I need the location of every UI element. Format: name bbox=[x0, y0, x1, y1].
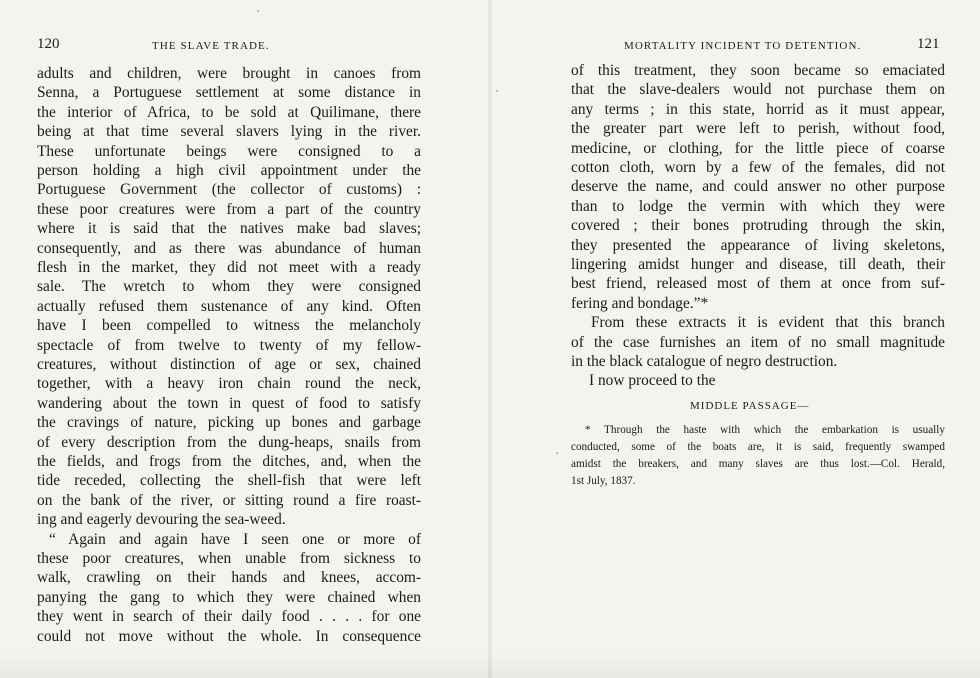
text-line: walk, crawling on their hands and knees, accom- bbox=[37, 569, 421, 587]
text-line: that the slave-dealers would not purchase them on bbox=[571, 81, 945, 99]
text-line: fering and bondage.”* bbox=[571, 294, 709, 312]
text-line: have I been compelled to witness the melancholy bbox=[37, 317, 421, 335]
text-line: cotton cloth, worn by a few of the females, did not bbox=[571, 159, 945, 176]
text-line: medicine, or clothing, for the little piece of coarse bbox=[571, 139, 945, 157]
text-line: could not move without the whole. In consequence bbox=[37, 627, 421, 645]
text-line: in the black catalogue of negro destruction. bbox=[571, 353, 838, 370]
text-line: the interior of Africa, to be sold at Quilimane, there bbox=[37, 103, 421, 121]
text-line: person holding a high civil appointment under the bbox=[37, 162, 421, 179]
text-line: any terms ; in this state, horrid as it must appear, bbox=[571, 100, 945, 118]
text-line: on the bank of the river, or sitting round a fire roast- bbox=[37, 491, 421, 509]
text-line: covered ; their bones protruding through the skin, bbox=[571, 217, 945, 235]
page-edge-shadow bbox=[0, 654, 980, 678]
text-line: consequently, and as there was abundance of human bbox=[37, 239, 421, 257]
text-line: lingering amidst hunger and disease, till death, their bbox=[571, 256, 945, 273]
text-line: sale. The wretch to whom they were consigned bbox=[37, 278, 421, 296]
text-line: panying the gang to which they were chained when bbox=[37, 588, 421, 606]
text-line: I now proceed to the bbox=[589, 372, 716, 390]
text-line: these poor creatures, when unable from sickness to bbox=[37, 550, 421, 567]
page-number-right: 121 bbox=[917, 36, 940, 52]
text-line: they presented the appearance of living skeletons, bbox=[571, 236, 945, 254]
footnote-line: * Through the haste with which the embarkation is usually bbox=[585, 424, 945, 436]
text-line: of the case furnishes an item of no small magnitude bbox=[571, 333, 945, 351]
text-line: of this treatment, they soon became so emaciated bbox=[571, 62, 945, 79]
paper-speck bbox=[496, 90, 498, 92]
text-line: Portuguese Government (the collector of customs) : bbox=[37, 181, 421, 199]
text-line: than to lodge the vermin with which they were bbox=[571, 197, 945, 215]
running-head-left: THE SLAVE TRADE. bbox=[152, 40, 270, 52]
running-head-right: MORTALITY INCIDENT TO DETENTION. bbox=[624, 40, 862, 52]
text-line: deserve the name, and could answer no other purpose bbox=[571, 178, 945, 196]
page-number-left: 120 bbox=[37, 36, 60, 52]
text-line: the cravings of nature, picking up bones and garbage bbox=[37, 414, 421, 432]
paper-speck bbox=[257, 10, 259, 12]
text-line: Senna, a Portuguese settlement at some distance in bbox=[37, 84, 421, 102]
text-line: “ Again and again have I seen one or more of bbox=[49, 530, 421, 548]
text-line: tide receded, collecting the shell-fish that were left bbox=[37, 472, 421, 490]
text-line: together, with a heavy iron chain round the neck, bbox=[37, 375, 421, 393]
text-line: flesh in the market, they did not meet with a ready bbox=[37, 259, 421, 276]
text-line: actually refused them sustenance of any kind. Often bbox=[37, 297, 421, 315]
text-line: of every description from the dung-heaps, snails from bbox=[37, 433, 421, 451]
footnote-line: 1st July, 1837. bbox=[571, 475, 636, 487]
text-line: the greater part were left to perish, without food, bbox=[571, 120, 945, 138]
text-line: adults and children, were brought in canoes from bbox=[37, 65, 421, 82]
text-line: These unfortunate beings were consigned to a bbox=[37, 142, 421, 160]
text-line: spectacle of from twelve to twenty of my fellow- bbox=[37, 336, 421, 354]
footnote-line: amidst the breakers, and many slaves are thus lost.—Col. Herald, bbox=[571, 458, 945, 470]
text-line: they went in search of their daily food . . . . for one bbox=[37, 608, 421, 626]
text-line: ing and eagerly devouring the sea-weed. bbox=[37, 511, 286, 529]
text-line: creatures, without distinction of age or sex, chained bbox=[37, 356, 421, 373]
text-line: wandering about the town in quest of food to satisfy bbox=[37, 394, 421, 412]
section-heading: MIDDLE PASSAGE— bbox=[690, 400, 810, 412]
footnote-line: conducted, some of the boats are, it is said, frequently swamped bbox=[571, 441, 945, 453]
paper-speck bbox=[556, 452, 558, 454]
text-line: From these extracts it is evident that this branch bbox=[591, 314, 945, 332]
text-line: the fields, and frogs from the ditches, and, when the bbox=[37, 453, 421, 470]
text-line: being at that time several slavers lying in the river. bbox=[37, 123, 421, 141]
text-line: where it is said that the natives make bad slaves; bbox=[37, 220, 421, 238]
text-line: these poor creatures were from a part of the country bbox=[37, 200, 421, 218]
text-line: best friend, released most of them at once from suf- bbox=[571, 275, 945, 293]
right-page bbox=[490, 0, 980, 678]
